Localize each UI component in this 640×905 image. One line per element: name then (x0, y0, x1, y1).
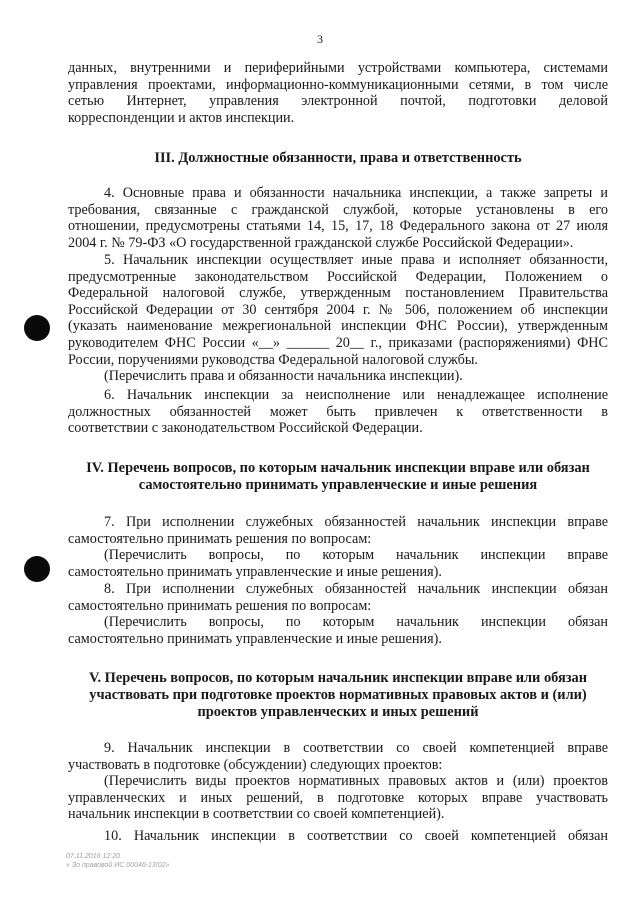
heading-line: самостоятельно принимать управленческие и иные решения (138, 477, 538, 493)
text-line: 6. Начальник инспекции за неисполнение или ненадлежащее исполнение (104, 387, 608, 403)
text-line: России, поручениями руководства Федеральной налоговой службы. (68, 351, 478, 368)
text-line: участвовать в подготовке (обсуждении) следующих проектов: (68, 756, 443, 773)
heading-line: проектов управленческих и иных решений (197, 704, 479, 720)
text-line: соответствии с законодательством Российской Федерации. (68, 420, 423, 437)
section-4-heading (60, 460, 616, 494)
text-line: руководителем ФНС России «__» ______ 20__ г., приказами (распоряжениями) ФНС (68, 334, 608, 351)
text-line: отношении, предусмотрены статьями 14, 15, 17, 18 Федерального закона от 27 июля (68, 218, 608, 235)
footer-registration-stamp (66, 852, 169, 870)
text-line: самостоятельно принимать решения по вопросам: (68, 530, 372, 547)
text-line: управления проектами, информационно-коммуникационными сетями, в том числе (68, 76, 608, 93)
text-line: Российской Федерации от 30 сентября 2004 г. № 506, положением об инспекции (68, 301, 608, 318)
text-line: самостоятельно принимать управленческие и иные решения). (68, 563, 442, 580)
punch-hole-top (24, 315, 50, 341)
text-line: 4. Основные права и обязанности начальника инспекции, а также запреты и (104, 185, 608, 201)
text-line: 10. Начальник инспекции в соответствии со своей компетенцией обязан (104, 828, 608, 844)
text-line: данных, внутренними и периферийными устройствами компьютера, системами (68, 60, 608, 76)
paragraph-6 (68, 387, 608, 437)
text-line: требования, связанные с гражданской службой, которые установлены в его (68, 201, 608, 218)
text-line: Федеральной налоговой службе, утвержденным постановлением Правительства (68, 285, 608, 302)
text-line: сетью Интернет, управления электронной почтой, подготовки деловой (68, 93, 608, 110)
text-line: 8. При исполнении служебных обязанностей начальник инспекции обязан (104, 581, 608, 597)
heading-line: IV. Перечень вопросов, по которым начальник инспекции вправе или обязан (86, 460, 590, 476)
text-line: корреспонденции и актов инспекции. (68, 109, 295, 126)
text-line: предусмотренные законодательством Российской Федерации, Положением о (68, 268, 608, 285)
text-line: (Перечислить вопросы, по которым начальник инспекции вправе (104, 547, 608, 564)
section-3-heading (60, 150, 616, 167)
text-line: управленческих и иных решений, в подготовке которых вправе участвовать (68, 789, 608, 806)
paragraph-9 (68, 740, 608, 823)
text-line: самостоятельно принимать решения по вопросам: (68, 597, 372, 614)
stamp-line: « Зо правовой ИС 00046-13/02» (66, 862, 170, 869)
heading-line: III. Должностные обязанности, права и ответственность (154, 150, 522, 166)
text-line: должностных обязанностей может быть привлечен к ответственности в (68, 403, 608, 420)
text-line: (Перечислить вопросы, по которым начальник инспекции обязан (104, 614, 608, 631)
heading-line: участвовать при подготовке проектов нормативных правовых актов и (или) (89, 687, 587, 703)
stamp-line: 07.11.2016 12:20 (66, 853, 120, 860)
paragraph-4 (68, 185, 608, 251)
intro-paragraph (68, 60, 608, 126)
page-number: 3 (317, 32, 323, 46)
text-line: (Перечислить виды проектов нормативных правовых актов и (или) проектов (104, 773, 608, 790)
heading-line: V. Перечень вопросов, по которым начальник инспекции вправе или обязан (88, 670, 588, 686)
text-line: 2004 г. № 79-ФЗ «О государственной гражданской службе Российской Федерации». (68, 234, 574, 251)
text-line: (Перечислить права и обязанности начальника инспекции). (104, 368, 463, 385)
text-line: самостоятельно принимать управленческие и иные решения). (68, 630, 442, 647)
text-line: 5. Начальник инспекции осуществляет иные права и исполняет обязанности, (104, 252, 608, 268)
paragraph-10 (68, 828, 608, 845)
paragraph-5 (68, 252, 608, 385)
text-line: 7. При исполнении служебных обязанностей начальник инспекции вправе (104, 514, 608, 530)
text-line: (указать наименование межрегиональной инспекции ФНС России), утвержденным (68, 318, 608, 335)
paragraph-8 (68, 581, 608, 647)
text-line: начальник инспекции в соответствии со своей компетенцией). (68, 806, 445, 823)
punch-hole-bottom (24, 556, 50, 582)
section-5-heading (60, 670, 616, 721)
paragraph-7 (68, 514, 608, 580)
text-line: 9. Начальник инспекции в соответствии со своей компетенцией вправе (104, 740, 608, 756)
